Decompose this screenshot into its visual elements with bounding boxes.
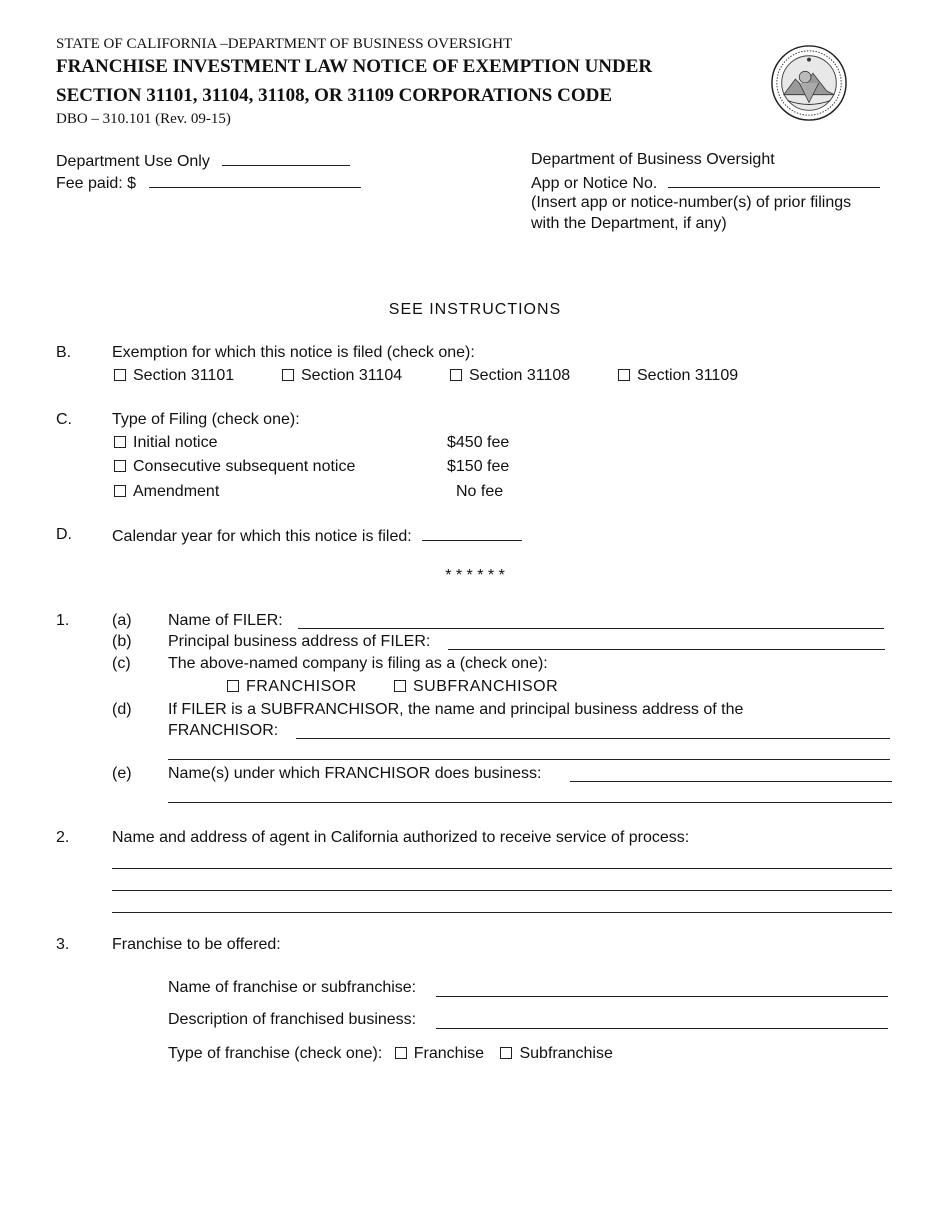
- franchise-type-franchise[interactable]: Franchise: [395, 1045, 484, 1062]
- fee-paid-field[interactable]: [149, 173, 361, 188]
- franchise-description-field[interactable]: [436, 1028, 888, 1029]
- checkbox[interactable]: [114, 436, 126, 448]
- filer-name-label: Name of FILER:: [168, 612, 283, 629]
- fee-initial: $450 fee: [447, 434, 510, 451]
- checkbox[interactable]: [114, 485, 126, 497]
- section-b-option-3[interactable]: Section 31108: [450, 367, 570, 385]
- separator-asterisks: * * * * * *: [445, 567, 505, 584]
- section-b-option-2[interactable]: Section 31104: [282, 367, 402, 385]
- section-d-question: Calendar year for which this notice is filed:: [112, 526, 522, 546]
- fee-paid: Fee paid: $: [56, 173, 361, 193]
- state-seal-icon: [770, 44, 848, 122]
- department-use-field[interactable]: [222, 151, 350, 166]
- see-instructions: SEE INSTRUCTIONS: [388, 301, 562, 318]
- filing-as-label: The above-named company is filing as a (check one):: [168, 655, 548, 672]
- section-b-option-4[interactable]: Section 31109: [618, 367, 738, 385]
- fee-subsequent: $150 fee: [447, 458, 510, 475]
- agent-field-3[interactable]: [112, 912, 892, 913]
- agent-label: Name and address of agent in California authorized to receive service of process:: [112, 829, 690, 846]
- insert-note-line-1: (Insert app or notice-number(s) of prior filings: [531, 194, 852, 211]
- item-3-number: 3.: [56, 936, 70, 953]
- dba-names-label: Name(s) under which FRANCHISOR does business:: [168, 765, 542, 782]
- franchise-type-subfranchise[interactable]: Subfranchise: [500, 1045, 612, 1062]
- item-1-number: 1.: [56, 612, 70, 629]
- filing-as-franchisor[interactable]: FRANCHISOR: [227, 678, 357, 696]
- section-b-letter: B.: [56, 344, 72, 361]
- item-1c-letter: (c): [112, 655, 131, 672]
- franchise-offered-label: Franchise to be offered:: [112, 936, 281, 953]
- filing-type-amendment[interactable]: Amendment: [114, 483, 219, 501]
- app-notice-number: App or Notice No.: [531, 173, 880, 193]
- checkbox[interactable]: [114, 369, 126, 381]
- form-number: DBO – 310.101 (Rev. 09-15): [56, 111, 231, 127]
- section-b-option-1[interactable]: Section 31101: [114, 367, 234, 385]
- checkbox[interactable]: [618, 369, 630, 381]
- dba-names-field-2[interactable]: [168, 802, 892, 803]
- franchise-name-label: Name of franchise or subfranchise:: [168, 979, 417, 996]
- filing-type-subsequent[interactable]: Consecutive subsequent notice: [114, 458, 355, 476]
- franchise-description-label: Description of franchised business:: [168, 1011, 417, 1028]
- franchise-name-field[interactable]: [436, 996, 888, 997]
- agent-field-2[interactable]: [112, 890, 892, 891]
- section-c-question: Type of Filing (check one):: [112, 411, 300, 428]
- app-notice-field[interactable]: [668, 173, 880, 188]
- franchisor-field-2[interactable]: [168, 759, 890, 760]
- form-title-line-1: FRANCHISE INVESTMENT LAW NOTICE OF EXEMPTION UNDER: [56, 56, 653, 77]
- checkbox[interactable]: [394, 680, 406, 692]
- franchise-type-row: Type of franchise (check one): Franchise Subfranchise: [168, 1045, 613, 1062]
- franchisor-label: FRANCHISOR:: [168, 722, 279, 739]
- franchisor-field-1[interactable]: [296, 738, 890, 739]
- department-use-only: Department Use Only: [56, 151, 350, 171]
- filer-name-field[interactable]: [298, 628, 884, 629]
- agency-heading: STATE OF CALIFORNIA –DEPARTMENT OF BUSINESS OVERSIGHT: [56, 36, 513, 52]
- fee-amendment: No fee: [456, 483, 504, 500]
- checkbox[interactable]: [227, 680, 239, 692]
- section-c-letter: C.: [56, 411, 72, 428]
- section-b-question: Exemption for which this notice is filed (check one):: [112, 344, 475, 361]
- filing-as-subfranchisor[interactable]: SUBFRANCHISOR: [394, 678, 558, 696]
- checkbox[interactable]: [395, 1047, 407, 1059]
- checkbox[interactable]: [282, 369, 294, 381]
- item-1b-letter: (b): [112, 633, 132, 650]
- checkbox[interactable]: [500, 1047, 512, 1059]
- item-1d-letter: (d): [112, 701, 132, 718]
- item-1a-letter: (a): [112, 612, 132, 629]
- form-title-line-2: SECTION 31101, 31104, 31108, OR 31109 CORPORATIONS CODE: [56, 85, 613, 106]
- insert-note-line-2: with the Department, if any): [531, 215, 727, 232]
- calendar-year-field[interactable]: [422, 526, 522, 541]
- filer-address-label: Principal business address of FILER:: [168, 633, 431, 650]
- section-d-letter: D.: [56, 526, 72, 543]
- checkbox[interactable]: [114, 460, 126, 472]
- subfranchisor-note: If FILER is a SUBFRANCHISOR, the name and principal business address of the: [168, 701, 744, 718]
- item-1e-letter: (e): [112, 765, 132, 782]
- item-2-number: 2.: [56, 829, 70, 846]
- dept-name: Department of Business Oversight: [531, 151, 775, 168]
- filer-address-field[interactable]: [448, 649, 885, 650]
- filing-type-initial[interactable]: Initial notice: [114, 434, 218, 452]
- dba-names-field-1[interactable]: [570, 781, 892, 782]
- checkbox[interactable]: [450, 369, 462, 381]
- agent-field-1[interactable]: [112, 868, 892, 869]
